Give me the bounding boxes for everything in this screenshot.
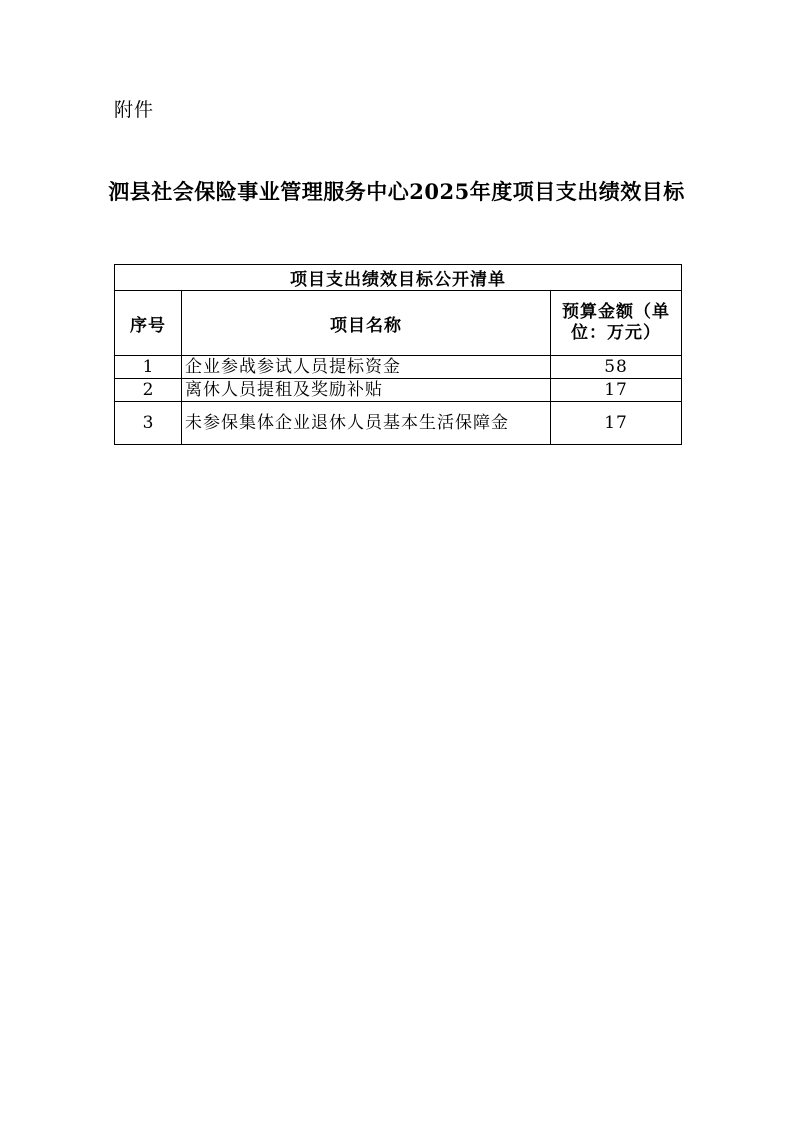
row-project-name: 离休人员提租及奖励补贴: [182, 379, 551, 402]
table-caption: 项目支出绩效目标公开清单: [115, 265, 682, 291]
performance-targets-table: [114, 264, 682, 445]
document-title: 泗县社会保险事业管理服务中心2025年度项目支出绩效目标: [108, 179, 685, 204]
table-caption-row: [115, 265, 682, 291]
table-header-row: [115, 291, 682, 356]
table-row: [115, 402, 682, 445]
row-project-name: 未参保集体企业退休人员基本生活保障金: [182, 402, 551, 445]
row-seq: 3: [115, 402, 182, 445]
column-header-amount: 预算金额（单位：万元）: [551, 291, 682, 356]
row-seq: 2: [115, 379, 182, 402]
table-row: [115, 356, 682, 379]
row-project-name: 企业参战参试人员提标资金: [182, 356, 551, 379]
row-amount: 17: [551, 379, 682, 402]
column-header-name: 项目名称: [182, 291, 551, 356]
table-row: [115, 379, 682, 402]
row-seq: 1: [115, 356, 182, 379]
row-amount: 58: [551, 356, 682, 379]
column-header-seq: 序号: [115, 291, 182, 356]
attachment-label: 附件: [114, 99, 155, 121]
row-amount: 17: [551, 402, 682, 445]
